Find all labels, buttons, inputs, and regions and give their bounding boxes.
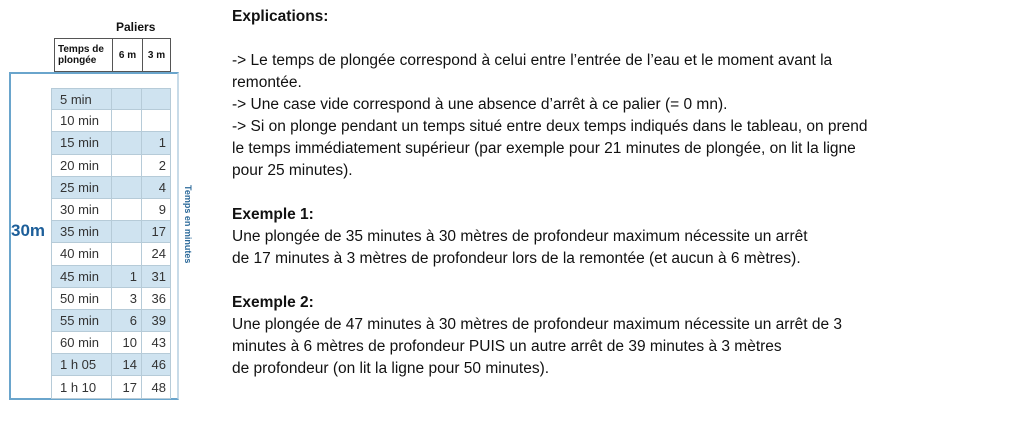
time-cell: 40 min [51, 243, 112, 265]
explications-line: -> Une case vide correspond à une absence d’arrêt à ce palier (= 0 mn). [232, 96, 728, 113]
palier-6m-cell: 3 [112, 288, 142, 310]
time-cell: 10 min [51, 110, 112, 132]
palier-3m-cell: 9 [142, 199, 171, 221]
header-3m: 3 m [142, 38, 171, 72]
palier-3m-cell: 43 [142, 332, 171, 354]
palier-3m-cell [142, 88, 171, 110]
palier-6m-cell: 1 [112, 266, 142, 288]
time-cell: 5 min [51, 88, 112, 110]
example2-title: Exemple 2: [232, 294, 314, 311]
header-6m: 6 m [112, 38, 142, 72]
example1-body [232, 226, 1012, 270]
table-row [51, 332, 171, 354]
example2-body [232, 314, 1012, 380]
table-row [51, 266, 171, 288]
time-cell: 20 min [51, 155, 112, 177]
table-row [51, 88, 171, 110]
table-row [51, 243, 171, 265]
table-row [51, 376, 171, 398]
depth-label: 30m [11, 221, 46, 240]
table-row [51, 288, 171, 310]
explications-line: remontée. [232, 74, 302, 91]
palier-3m-cell: 39 [142, 310, 171, 332]
table-row [51, 110, 171, 132]
palier-6m-cell [112, 243, 142, 265]
text-area [232, 6, 1012, 380]
palier-6m-cell: 10 [112, 332, 142, 354]
explications-title: Explications: [232, 8, 329, 25]
palier-6m-cell [112, 177, 142, 199]
palier-3m-cell: 24 [142, 243, 171, 265]
table-row [51, 199, 171, 221]
explications-line: pour 25 minutes). [232, 162, 353, 179]
time-cell: 50 min [51, 288, 112, 310]
time-cell: 25 min [51, 177, 112, 199]
table-row [51, 354, 171, 376]
palier-3m-cell: 48 [142, 376, 171, 398]
example2-line: de profondeur (on lit la ligne pour 50 minutes). [232, 360, 550, 377]
palier-6m-cell [112, 199, 142, 221]
explications-line: le temps immédiatement supérieur (par exemple pour 21 minutes de plongée, on lit la ligne [232, 140, 856, 157]
time-cell: 45 min [51, 266, 112, 288]
palier-6m-cell: 14 [112, 354, 142, 376]
example2-line: Une plongée de 47 minutes à 30 mètres de profondeur maximum nécessite un arrêt de 3 [232, 316, 843, 333]
table-row [51, 310, 171, 332]
time-cell: 1 h 10 [51, 376, 112, 398]
palier-3m-cell: 2 [142, 155, 171, 177]
time-cell: 30 min [51, 199, 112, 221]
time-cell: 55 min [51, 310, 112, 332]
palier-3m-cell: 1 [142, 132, 171, 154]
example1-line: de 17 minutes à 3 mètres de profondeur lors de la remontée (et aucun à 6 mètres). [232, 250, 801, 267]
palier-6m-cell [112, 110, 142, 132]
paliers-title: Paliers [116, 20, 156, 34]
palier-6m-cell: 6 [112, 310, 142, 332]
explications-body [232, 50, 1012, 182]
time-cell: 1 h 05 [51, 354, 112, 376]
dive-table [51, 88, 171, 399]
table-row [51, 132, 171, 154]
palier-3m-cell: 46 [142, 354, 171, 376]
example2-line: minutes à 6 mètres de profondeur PUIS un autre arrêt de 39 minutes à 3 mètres [232, 338, 782, 355]
palier-3m-cell: 17 [142, 221, 171, 243]
explications-line: -> Si on plonge pendant un temps situé entre deux temps indiqués dans le tableau, on prend [232, 118, 868, 135]
palier-6m-cell: 17 [112, 376, 142, 398]
example1-line: Une plongée de 35 minutes à 30 mètres de profondeur maximum nécessite un arrêt [232, 228, 808, 245]
palier-3m-cell [142, 110, 171, 132]
palier-6m-cell [112, 88, 142, 110]
palier-6m-cell [112, 155, 142, 177]
palier-6m-cell [112, 132, 142, 154]
table-row [51, 155, 171, 177]
header-temps-de-plongee: Temps de plongée [54, 38, 112, 72]
time-cell: 60 min [51, 332, 112, 354]
palier-3m-cell: 31 [142, 266, 171, 288]
time-cell: 15 min [51, 132, 112, 154]
palier-6m-cell [112, 221, 142, 243]
palier-3m-cell: 36 [142, 288, 171, 310]
time-cell: 35 min [51, 221, 112, 243]
table-row [51, 221, 171, 243]
table-row [51, 177, 171, 199]
table-header [54, 38, 171, 72]
palier-3m-cell: 4 [142, 177, 171, 199]
example1-title: Exemple 1: [232, 206, 314, 223]
explications-line: -> Le temps de plongée correspond à celui entre l’entrée de l’eau et le moment avant la [232, 52, 833, 69]
side-label: Temps en minutes [183, 185, 193, 264]
